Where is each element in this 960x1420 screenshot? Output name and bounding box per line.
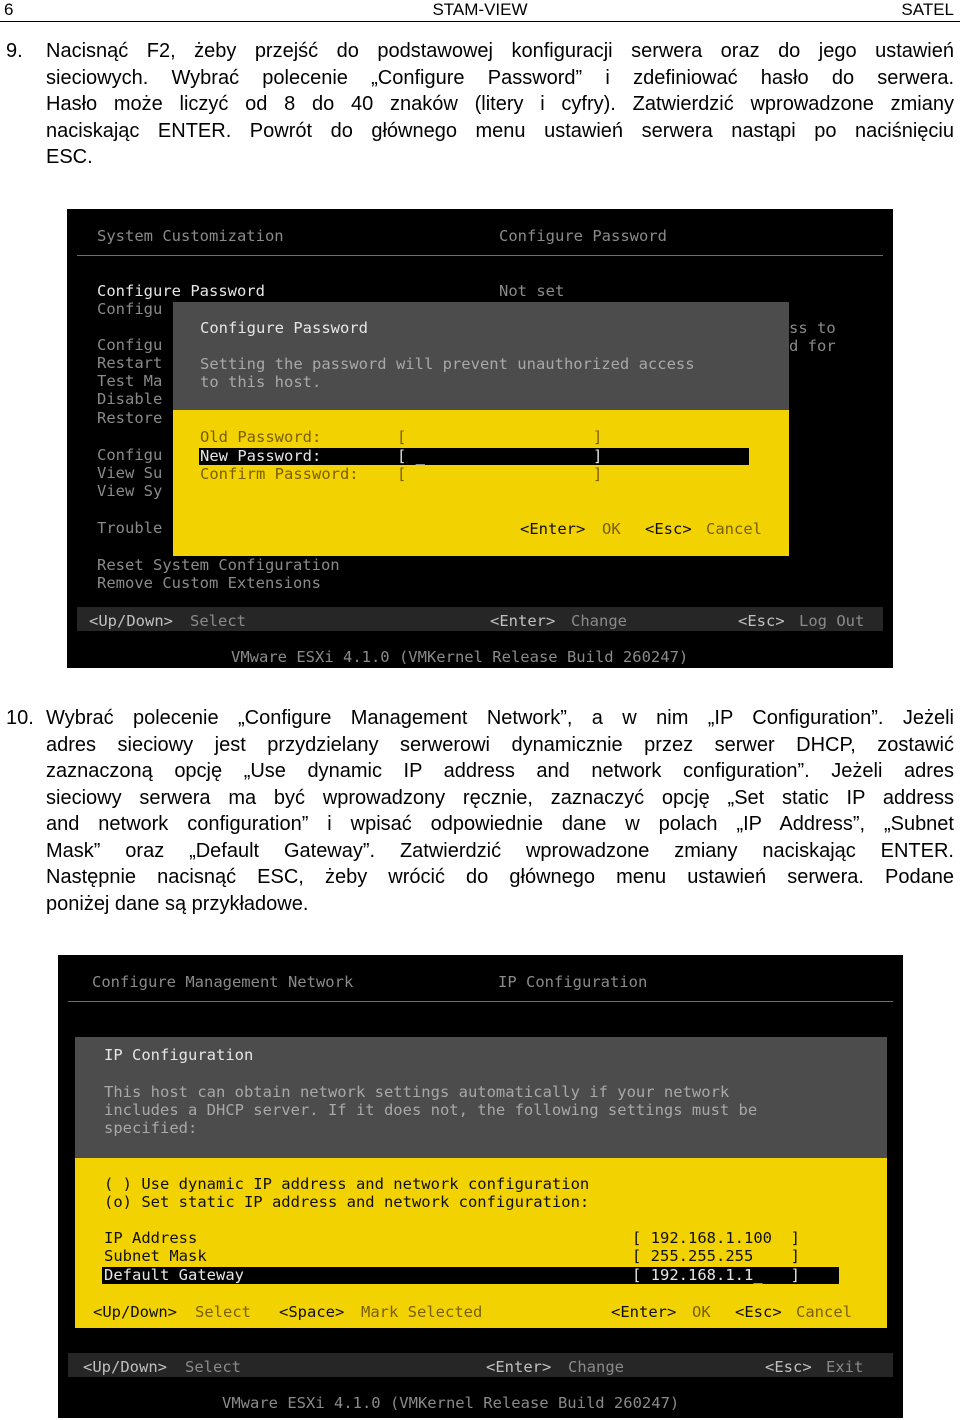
page-header	[0, 0, 960, 20]
cancel-key[interactable]: <Esc>	[645, 520, 692, 538]
ok-key[interactable]: <Enter>	[611, 1303, 677, 1321]
step-9-line: naciskając ENTER. Powrót do głównego menu ustawień serwera nastąpi po naciśnięciu	[46, 119, 954, 142]
default-gateway-label: Default Gateway	[104, 1266, 244, 1284]
dialog-description: to this host.	[200, 373, 322, 391]
mark-selected-label: Mark Selected	[361, 1303, 483, 1321]
footer-enter-key: <Enter>	[490, 612, 556, 630]
footer-esc-label: Log Out	[799, 612, 865, 630]
menu-item[interactable]: View Sy	[97, 482, 163, 500]
step-10-line: Następnie nacisnąć ESC, żeby wrócić do głównego menu ustawień serwera. Podane	[46, 866, 954, 888]
footer-enter-label: Change	[571, 612, 627, 630]
confirm-password-label: Confirm Password:	[200, 465, 359, 483]
footer-updown-label: Select	[190, 612, 246, 630]
footer-esc-key: <Esc>	[765, 1358, 812, 1376]
dialog-description: Setting the password will prevent unauthorized access	[200, 355, 695, 373]
screen-header-left: Configure Management Network	[92, 973, 354, 991]
subnet-mask-label: Subnet Mask	[104, 1247, 207, 1265]
cancel-button[interactable]: Cancel	[796, 1303, 852, 1321]
step-9-line: Hasło może liczyć od 8 do 40 znaków (litery i cyfry). Zatwierdzić wprowadzone zmiany	[46, 93, 954, 115]
step-9-paragraph	[6, 38, 954, 171]
footer-enter-label: Change	[568, 1358, 624, 1376]
select-label: Select	[195, 1303, 251, 1321]
static-option-radio[interactable]: (o) Set static IP address and network configuration:	[104, 1193, 590, 1211]
menu-item[interactable]: Configu	[97, 336, 163, 354]
old-password-field[interactable]: [ ]	[397, 428, 603, 446]
menu-item[interactable]: View Su	[97, 464, 163, 482]
ok-button[interactable]: OK	[602, 520, 621, 538]
step-10-line: Wybrać polecenie „Configure Management Network”, a w nim „IP Configuration”. Jeżeli	[46, 707, 954, 729]
dialog-description: specified:	[104, 1119, 198, 1137]
footer-esc-label: Exit	[826, 1358, 864, 1376]
step-9-line: ESC.	[46, 146, 93, 168]
confirm-password-field[interactable]: [ ]	[397, 465, 603, 483]
footer-esc-key: <Esc>	[738, 612, 785, 630]
description-fragment: ss to	[789, 319, 836, 337]
default-gateway-field[interactable]: [ 192.168.1.1_ ]	[632, 1266, 800, 1284]
footer-updown-key: <Up/Down>	[83, 1358, 167, 1376]
menu-item-remove-extensions[interactable]: Remove Custom Extensions	[97, 574, 321, 592]
ok-button[interactable]: OK	[692, 1303, 711, 1321]
ip-address-field[interactable]: [ 192.168.1.100 ]	[632, 1229, 800, 1247]
step-9-line: sieciowych. Wybrać polecenie „Configure Password” i zdefiniować hasło do serwera.	[46, 66, 954, 89]
old-password-label: Old Password:	[200, 428, 322, 446]
dialog-title: IP Configuration	[104, 1046, 254, 1064]
subnet-mask-field[interactable]: [ 255.255.255 ]	[632, 1247, 800, 1265]
step-10-paragraph	[6, 705, 954, 917]
screen-divider	[68, 1001, 893, 1002]
footer-enter-key: <Enter>	[486, 1358, 552, 1376]
select-key: <Up/Down>	[93, 1303, 177, 1321]
step-9-number: 9.	[6, 40, 23, 62]
build-string: VMware ESXi 4.1.0 (VMKernel Release Build 260247)	[231, 648, 689, 666]
step-10-line: Mask” oraz „Default Gateway”. Zatwierdzić wprowadzone zmiany naciskając ENTER.	[46, 839, 954, 862]
screen-divider	[77, 255, 883, 256]
menu-item-configure-password[interactable]: Configure Password	[97, 282, 265, 300]
step-10-number: 10.	[6, 707, 34, 729]
password-status-value: Not set	[499, 282, 565, 300]
dialog-description: includes a DHCP server. If it does not, the following settings must be	[104, 1101, 758, 1119]
page-number: 6	[4, 0, 14, 19]
new-password-field[interactable]: [ _ ]	[397, 447, 603, 465]
dialog-description: This host can obtain network settings automatically if your network	[104, 1083, 730, 1101]
menu-item-reset-config[interactable]: Reset System Configuration	[97, 556, 340, 574]
menu-item[interactable]: Configu	[97, 446, 163, 464]
step-10-line: sieciowy serwera ma być wprowadzony ręcznie, zaznaczyć opcję „Set static IP address	[46, 786, 954, 809]
esxi-password-screen	[67, 209, 893, 668]
dhcp-option-radio[interactable]: ( ) Use dynamic IP address and network configuration	[104, 1175, 590, 1193]
header-rule	[0, 21, 960, 22]
dialog-title: Configure Password	[200, 319, 368, 337]
menu-item[interactable]: Test Ma	[97, 372, 163, 390]
screen-header-left: System Customization	[97, 227, 284, 245]
screen-header-right: IP Configuration	[498, 973, 648, 991]
step-10-line: zaznaczoną opcję „Use dynamic IP address and network configuration”. Jeżeli adres	[46, 760, 954, 782]
menu-item[interactable]: Disable	[97, 390, 163, 408]
footer-updown-label: Select	[185, 1358, 241, 1376]
step-10-line: poniżej dane są przykładowe.	[46, 892, 309, 915]
mark-key: <Space>	[279, 1303, 345, 1321]
build-string: VMware ESXi 4.1.0 (VMKernel Release Build 260247)	[222, 1394, 680, 1412]
cancel-key[interactable]: <Esc>	[735, 1303, 782, 1321]
new-password-label: New Password:	[200, 447, 322, 465]
menu-item[interactable]: Trouble	[97, 519, 163, 537]
description-fragment: d for	[789, 337, 836, 355]
step-9-line: Nacisnąć F2, żeby przejść do podstawowej konfiguracji serwera oraz do jego ustawień	[46, 40, 954, 62]
menu-item[interactable]: Restore	[97, 409, 163, 427]
document-title: STAM-VIEW	[432, 0, 528, 19]
esxi-ip-config-screen	[58, 955, 903, 1418]
step-10-line: and network configuration” i wpisać odpowiednie dane w polach „IP Address”, „Subnet	[46, 813, 954, 835]
ok-key[interactable]: <Enter>	[520, 520, 586, 538]
step-10-line: adres sieciowy jest przydzielany serwerowi dynamicznie przez serwer DHCP, zostawić	[46, 733, 954, 756]
brand-name: SATEL	[901, 0, 954, 19]
cancel-button[interactable]: Cancel	[706, 520, 762, 538]
ip-address-label: IP Address	[104, 1229, 198, 1247]
menu-item[interactable]: Restart	[97, 354, 163, 372]
screen-header-right: Configure Password	[499, 227, 667, 245]
menu-item[interactable]: Configu	[97, 300, 163, 318]
footer-updown-key: <Up/Down>	[89, 612, 173, 630]
